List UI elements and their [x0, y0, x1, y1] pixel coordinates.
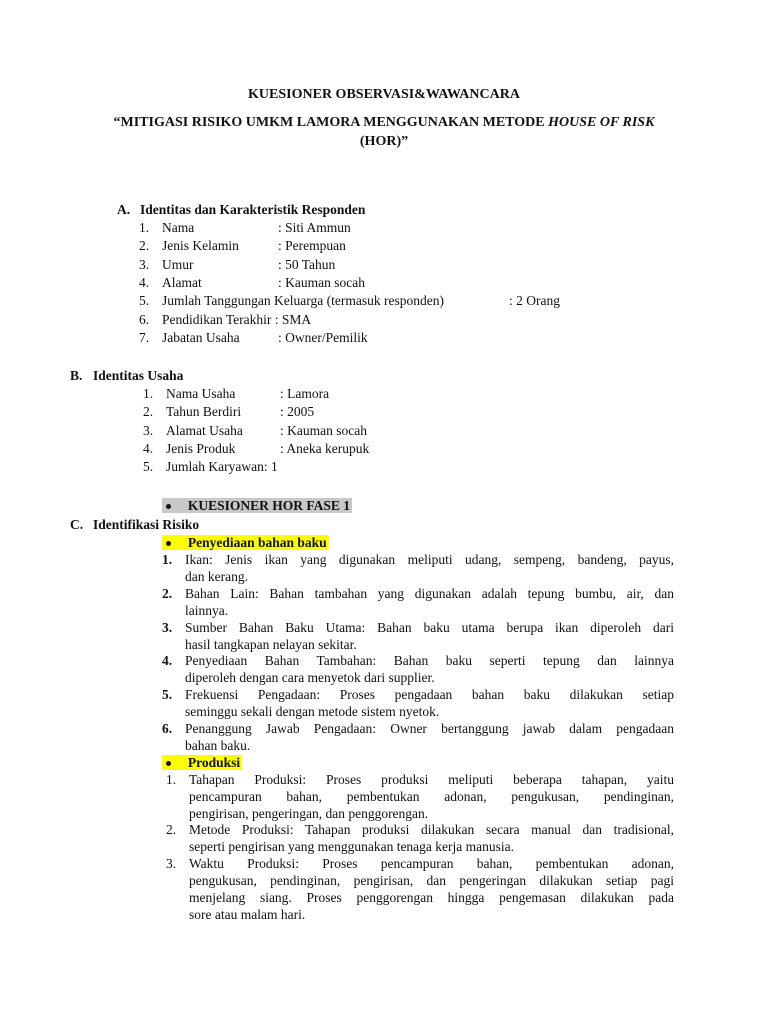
section-c-heading: Identifikasi Risiko — [93, 517, 200, 532]
list-item-line: menjelang siang. Proses penggorengan hingga pengemasan dilakukan pada — [189, 890, 674, 905]
list-number: 1. — [139, 220, 150, 235]
list-number: 1. — [143, 386, 154, 401]
list-number: 1. — [162, 552, 173, 567]
list-item-line: Tahapan Produksi: Proses produksi meliputi beberapa tahapan, yaitu — [189, 772, 674, 787]
list-number: 6. — [162, 721, 173, 736]
list-item-line: Bahan Lain: Bahan tambahan yang digunakan adalah tepung bumbu, air, dan — [185, 586, 674, 601]
subtitle-prefix: “MITIGASI RISIKO UMKM LAMORA MENGGUNAKAN METODE — [113, 115, 549, 130]
list-number: 3. — [162, 620, 173, 635]
section-b-heading: Identitas Usaha — [93, 368, 184, 383]
field-value: : Lamora — [280, 386, 330, 401]
phase-label-row — [162, 497, 352, 514]
field-value: : 2005 — [280, 404, 315, 419]
field-label: Pendidikan Terakhir : SMA — [162, 312, 312, 327]
list-number: 3. — [139, 257, 150, 272]
section-a-letter: A. — [117, 202, 131, 217]
list-item-line: lainnya. — [185, 603, 229, 618]
list-item-line: pengirisan, pengeringan, dan penggorengan. — [189, 806, 429, 821]
field-value: : 50 Tahun — [278, 257, 336, 272]
field-value: : Kauman socah — [278, 275, 365, 290]
group-title-row — [162, 534, 329, 551]
list-number: 5. — [162, 687, 173, 702]
section-a-heading: Identitas dan Karakteristik Responden — [140, 202, 366, 217]
field-label: Jumlah Tanggungan Keluarga (termasuk responden) — [162, 293, 444, 308]
list-number: 2. — [162, 586, 173, 601]
field-value: : Kauman socah — [280, 423, 367, 438]
field-value: : Siti Ammun — [278, 220, 351, 235]
subtitle-italic: HOUSE OF RISK — [548, 115, 655, 130]
list-item-line: sore atau malam hari. — [189, 907, 306, 922]
field-label: Jenis Kelamin — [162, 238, 239, 253]
list-item-line: hasil tangkapan nelayan sekitar. — [185, 637, 357, 652]
list-item-line: Penyediaan Bahan Tambahan: Bahan baku seperti tepung dan lainnya — [185, 653, 674, 668]
field-label: Jenis Produk — [166, 441, 236, 456]
bullet-icon — [166, 761, 171, 766]
field-label: Umur — [162, 257, 194, 272]
field-value: : Owner/Pemilik — [278, 330, 368, 345]
list-number: 5. — [143, 459, 154, 474]
group-title: Penyediaan bahan baku — [187, 535, 327, 550]
list-number: 2. — [143, 404, 154, 419]
list-item-line: Metode Produksi: Tahapan produksi dilakukan secara manual dan tradisional, — [189, 822, 674, 837]
field-value: : Aneka kerupuk — [280, 441, 370, 456]
field-label: Jabatan Usaha — [162, 330, 240, 345]
document-subtitle-line2: (HOR)” — [359, 134, 409, 149]
field-label: Jumlah Karyawan: 1 — [166, 459, 278, 474]
list-number: 1. — [166, 772, 177, 787]
list-number: 3. — [166, 856, 177, 871]
document-title: KUESIONER OBSERVASI&WAWANCARA — [248, 87, 520, 102]
field-label: Alamat — [162, 275, 202, 290]
list-item-line: Penanggung Jawab Pengadaan: Owner bertanggung jawab dalam pengadaan — [185, 721, 674, 736]
bullet-icon — [166, 504, 171, 509]
list-item-line: bahan baku. — [185, 738, 251, 753]
list-item-line: Ikan: Jenis ikan yang digunakan meliputi udang, sempeng, bandeng, payus, — [185, 552, 674, 567]
list-item-line: Sumber Bahan Baku Utama: Bahan baku utama berupa ikan diperoleh dari — [185, 620, 674, 635]
list-item-line: pencampuran bahan, pembentukan adonan, pengukusan, pendinginan, — [189, 789, 674, 804]
field-value: : 2 Orang — [509, 293, 560, 308]
group-title-highlight — [162, 755, 242, 770]
list-number: 6. — [139, 312, 150, 327]
list-number: 2. — [166, 822, 177, 837]
group-title-row — [162, 754, 242, 771]
field-label: Alamat Usaha — [166, 423, 243, 438]
group-title-highlight — [162, 535, 329, 550]
section-c-letter: C. — [70, 517, 84, 532]
list-number: 5. — [139, 293, 150, 308]
list-number: 2. — [139, 238, 150, 253]
list-number: 4. — [139, 275, 150, 290]
phase-label: KUESIONER HOR FASE 1 — [187, 498, 351, 513]
section-b-letter: B. — [70, 368, 83, 383]
group-title: Produksi — [187, 755, 241, 770]
list-number: 4. — [162, 653, 173, 668]
list-item-line: dan kerang. — [185, 569, 248, 584]
list-item-line: Waktu Produksi: Proses pencampuran bahan, pembentukan adonan, — [189, 856, 674, 871]
bullet-icon — [166, 541, 171, 546]
list-item-line: seperti pengirisan yang menggunakan tenaga kerja manusia. — [189, 839, 515, 854]
document-subtitle — [0, 115, 768, 131]
field-value: : Perempuan — [278, 238, 346, 253]
list-item-line: seminggu sekali dengan metode sistem nyetok. — [185, 704, 440, 719]
field-label: Nama Usaha — [166, 386, 236, 401]
list-number: 4. — [143, 441, 154, 456]
list-item-line: Frekuensi Pengadaan: Proses pengadaan bahan baku dilakukan setiap — [185, 687, 674, 702]
list-item-line: diperoleh dengan cara menyetok dari supplier. — [185, 670, 435, 685]
list-number: 7. — [139, 330, 150, 345]
field-label: Tahun Berdiri — [166, 404, 242, 419]
list-item-line: pengukusan, pendinginan, pengirisan, dan pengeringan dilakukan setiap pagi — [189, 873, 674, 888]
field-label: Nama — [162, 220, 195, 235]
list-number: 3. — [143, 423, 154, 438]
